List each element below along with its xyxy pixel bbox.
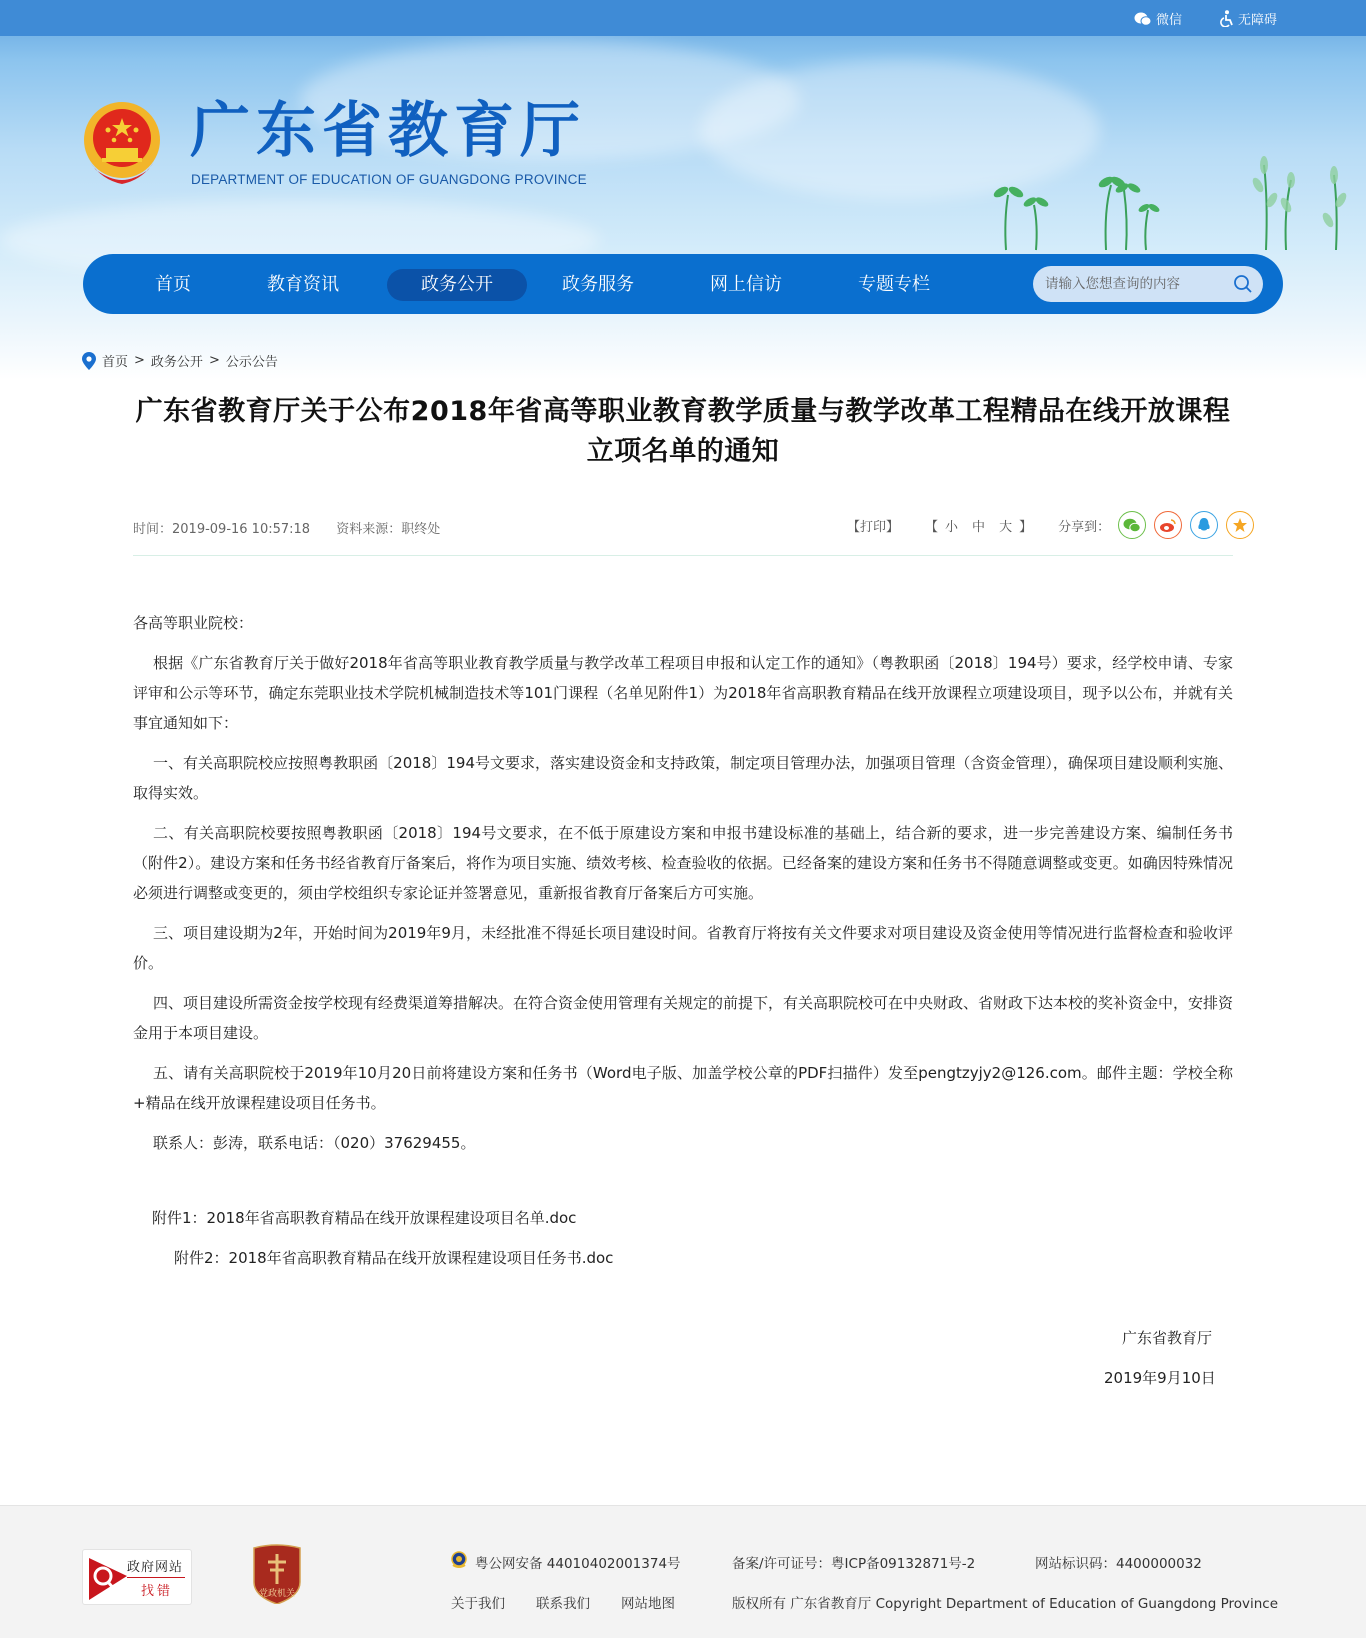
- signature-date: 2019年9月10日: [1104, 1369, 1216, 1387]
- article-title: 广东省教育厅关于公布2018年省高等职业教育教学质量与教学改革工程精品在线开放课程立项名单的通知: [135, 396, 1231, 467]
- print-button[interactable]: 【打印】: [847, 519, 900, 535]
- main-nav: [83, 254, 1283, 314]
- share-qq-button[interactable]: [1190, 511, 1218, 539]
- meta-divider: [133, 555, 1233, 556]
- star-icon: [1232, 517, 1248, 533]
- site-code: 网站标识码：4400000032: [1035, 1556, 1202, 1572]
- footer-link-contact-us[interactable]: 联系我们: [536, 1596, 590, 1612]
- police-record: 粤公网安备 44010402001374号: [475, 1556, 681, 1572]
- breadcrumb-announcements[interactable]: 公示公告: [225, 355, 278, 370]
- font-size-controls: 【 小 中 大 】: [925, 519, 1033, 535]
- top-bar: [0, 0, 1366, 36]
- nav-item-special-topics[interactable]: 专题专栏: [858, 274, 930, 295]
- share-wechat-button[interactable]: [1118, 511, 1146, 539]
- share-favorite-button[interactable]: [1226, 511, 1254, 539]
- font-size-medium-button[interactable]: 中: [972, 519, 986, 535]
- paragraph: 根据《广东省教育厅关于做好2018年省高等职业教育教学质量与教学改革工程项目申报和认定工作的通知》（粤教职函〔2018〕194号）要求，经学校申请、专家评审和公示等环节，确定东莞职业技术学院机械制造技术等101门课程（名单见附件1）为2018年省高职教育精品在线开放课程立项建设项目，现予以公布，并就有关事宜通知如下：: [133, 654, 1233, 732]
- footer-link-sitemap[interactable]: 网站地图: [621, 1596, 675, 1612]
- site-subtitle: DEPARTMENT OF EDUCATION OF GUANGDONG PROVINCE: [191, 172, 587, 187]
- breadcrumb-home[interactable]: 首页: [102, 355, 129, 370]
- accessibility-link[interactable]: [1220, 9, 1277, 28]
- nav-item-online-petition[interactable]: 网上信访: [710, 274, 782, 295]
- contact-paragraph: 联系人：彭涛，联系电话：（020）37629455。: [153, 1134, 476, 1152]
- footer-link-about-us[interactable]: 关于我们: [451, 1596, 505, 1612]
- attachment-2-link[interactable]: 附件2：2018年省高职教育精品在线开放课程建设项目任务书.doc: [174, 1249, 614, 1267]
- footer: [0, 1505, 1366, 1638]
- article-tools: [847, 510, 1254, 540]
- location-pin-icon: [82, 352, 96, 370]
- article-body: [133, 608, 1233, 1168]
- wechat-link[interactable]: [1134, 9, 1182, 28]
- national-emblem-icon: [82, 100, 162, 186]
- plants-decoration: [946, 150, 1366, 260]
- breadcrumb-separator: >: [208, 353, 220, 368]
- share-label: 分享到：: [1058, 519, 1111, 535]
- breadcrumb: [82, 351, 278, 370]
- nav-item-government-affairs[interactable]: 政务公开: [387, 269, 527, 301]
- attachment-1-link[interactable]: 附件1：2018年省高职教育精品在线开放课程建设项目名单.doc: [152, 1209, 577, 1227]
- nav-item-home[interactable]: 首页: [155, 274, 191, 295]
- gov-website-error-badge[interactable]: 政府网站 找错: [82, 1549, 192, 1605]
- font-size-large-button[interactable]: 大: [999, 519, 1013, 535]
- party-government-badge[interactable]: 党政机关: [252, 1544, 302, 1604]
- attachment-1: [152, 1207, 576, 1228]
- wechat-icon: [1134, 12, 1152, 26]
- paragraph: 一、有关高职院校应按照粤教职函〔2018〕194号文要求，落实建设资金和支持政策，制定项目管理办法，加强项目管理（含资金管理），确保项目建设顺利实施、取得实效。: [133, 754, 1233, 802]
- search-input[interactable]: [1045, 266, 1225, 302]
- paragraph: 五、请有关高职院校于2019年10月20日前将建设方案和任务书（Word电子版、加盖学校公章的PDF扫描件）发至pengtzyjy2@126.com。邮件主题：学校全称+精品在线开放课程建设项目任务书。: [133, 1064, 1233, 1112]
- nav-item-government-services[interactable]: 政务服务: [562, 274, 634, 295]
- paragraph: 四、项目建设所需资金按学校现有经费渠道筹措解决。在符合资金使用管理有关规定的前提下，有关高职院校可在中央财政、省财政下达本校的奖补资金中，安排资金用于本项目建设。: [133, 994, 1234, 1042]
- accessibility-label: 无障碍: [1238, 13, 1278, 28]
- accessibility-icon: [1220, 10, 1234, 27]
- breadcrumb-separator: >: [134, 353, 145, 368]
- share-weibo-button[interactable]: [1154, 511, 1182, 539]
- article-meta: [133, 518, 462, 537]
- wechat-icon: [1123, 518, 1141, 533]
- breadcrumb-government-affairs[interactable]: 政务公开: [150, 355, 203, 370]
- copyright: 版权所有 广东省教育厅 Copyright Department of Education of Guangdong Province: [732, 1596, 1279, 1612]
- source: 资料来源：职终处: [336, 522, 441, 537]
- weibo-icon: [1159, 518, 1177, 533]
- signature-org: 广东省教育厅: [1122, 1329, 1213, 1347]
- paragraph: 二、有关高职院校要按照粤教职函〔2018〕194号文要求，在不低于原建设方案和申报书建设标准的基础上，结合新的要求，进一步完善建设方案、编制任务书（附件2）。建设方案和任务书经省教育厅备案后，将作为项目实施、绩效考核、检查验收的依据。已经备案的建设方案和任务书不得随意调整或变更。如确因特殊情况必须进行调整或变更的，须由学校组织专家论证并签署意见，重新报省教育厅备案后方可实施。: [133, 824, 1233, 902]
- nav-item-education-news[interactable]: 教育资讯: [267, 274, 339, 295]
- search-box: [1033, 266, 1263, 302]
- attachment-2: [174, 1247, 613, 1268]
- font-size-small-button[interactable]: 小: [945, 519, 959, 535]
- qq-icon: [1197, 517, 1211, 533]
- icp-license: 备案/许可证号：粤ICP备09132871号-2: [732, 1556, 976, 1572]
- salutation: 各高等职业院校：: [133, 614, 254, 632]
- wechat-label: 微信: [1156, 13, 1183, 28]
- header-background: [0, 0, 1366, 380]
- publish-time: 时间：2019-09-16 10:57:18: [133, 522, 311, 537]
- police-emblem-icon: [451, 1551, 467, 1569]
- search-icon[interactable]: [1233, 274, 1253, 294]
- site-title: 广东省教育厅: [190, 96, 586, 166]
- paragraph: 三、项目建设期为2年，开始时间为2019年9月，未经批准不得延长项目建设时间。省教育厅将按有关文件要求对项目建设及资金使用等情况进行监督检查和验收评价。: [133, 924, 1233, 972]
- magnifier-flag-icon: [89, 1558, 129, 1600]
